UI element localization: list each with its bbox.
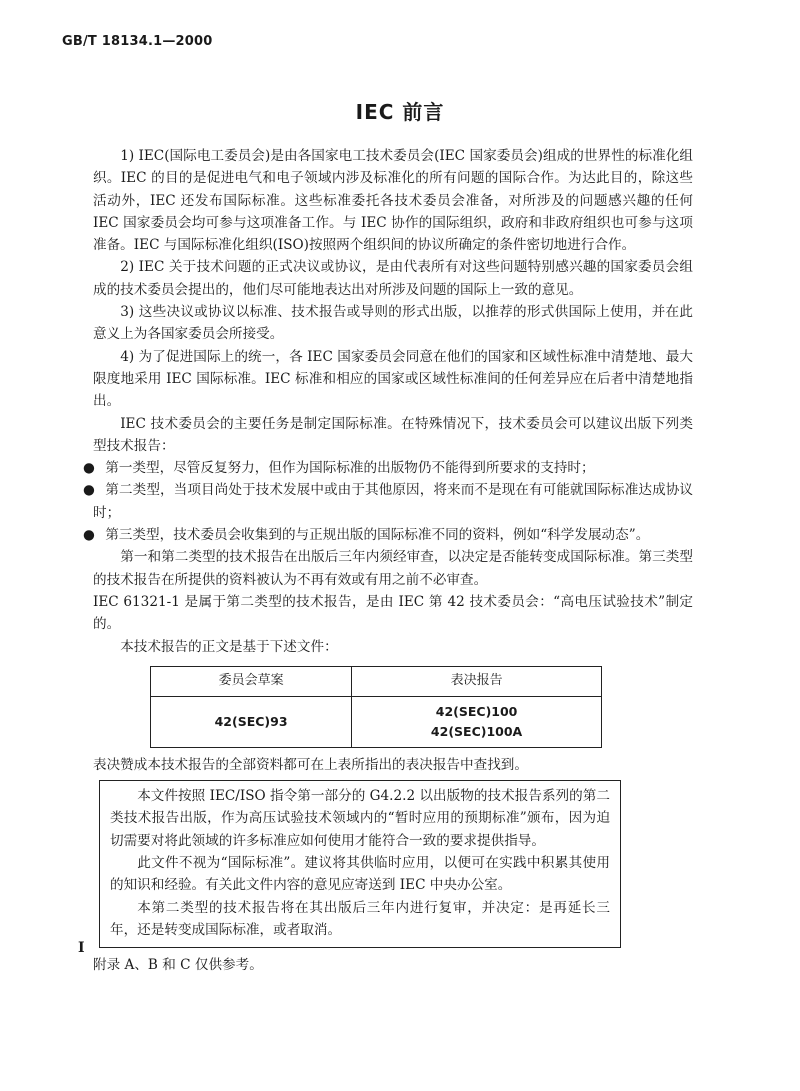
table-header-row	[151, 666, 602, 696]
paragraph-5: IEC 技术委员会的主要任务是制定国际标准。在特殊情况下，技术委员会可以建议出版下列类型技术报告：	[93, 415, 693, 454]
paragraph-6: 第一和第二类型的技术报告在出版后三年内须经审查，以决定是否能转变成国际标准。第三类型的技术报告在所提供的资料被认为不再有效或有用之前不必审查。	[93, 549, 693, 588]
paragraph-8: 本技术报告的正文是基于下述文件：	[120, 638, 338, 655]
document-table	[150, 666, 602, 748]
bullet-icon: ●	[83, 482, 95, 499]
notice-paragraph-3: 本第二类型的技术报告将在其出版后三年内进行复审，并决定：是再延长三年，还是转变成国际标准，或者取消。	[110, 899, 610, 938]
bullet-text-2: 第二类型，当项目尚处于技术发展中或由于其他原因，将来而不是现在有可能就国际标准达成协议时；	[93, 482, 693, 521]
document-body	[83, 145, 693, 977]
notice-paragraph-2: 此文件不视为“国际标准”。建议将其供临时应用，以便可在实践中积累其使用的知识和经验。有关此文件内容的意见应寄送到 IEC 中央办公室。	[110, 855, 610, 894]
notice-paragraph-1: 本文件按照 IEC/ISO 指令第一部分的 G4.2.2 以出版物的技术报告系列的第二类技术报告出版，作为高压试验技术领域内的“暂时应用的预期标准”颁布，因为迫切需要对将此领域的许多标准应如何使用才能符合一致的要求提供指导。	[110, 788, 610, 849]
paragraph-7: IEC 61321-1 是属于第二类型的技术报告，是由 IEC 第 42 技术委员会：“高电压试验技术”制定的。	[93, 593, 693, 633]
paragraph-3: 3) 这些决议或协议以标准、技术报告或导则的形式出版，以推荐的形式供国际上使用，并在此意义上为各国家委员会所接受。	[93, 304, 693, 343]
bullet-item-2	[83, 479, 693, 524]
table-cell-report-2: 42(SEC)100A	[430, 723, 523, 739]
notice-box	[99, 780, 621, 948]
bullet-item-3	[83, 524, 693, 546]
table-header-draft: 委员会草案	[151, 666, 352, 696]
table-cell-report-1: 42(SEC)100	[435, 703, 518, 719]
table-cell-reports	[352, 696, 602, 747]
table-cell-draft: 42(SEC)93	[151, 696, 352, 747]
bullet-text-1: 第一类型，尽管反复努力，但作为国际标准的出版物仍不能得到所要求的支持时；	[105, 460, 595, 477]
bullet-icon: ●	[83, 527, 95, 544]
standard-number: GB/T 18134.1—2000	[62, 34, 213, 49]
bullet-icon: ●	[83, 460, 95, 477]
bullet-item-1	[83, 457, 693, 479]
paragraph-2: 2) IEC 关于技术问题的正式决议或协议，是由代表所有对这些问题特别感兴趣的国家委员会组成的技术委员会提出的，他们尽可能地表达出对所涉及问题的国际上一致的意见。	[93, 259, 693, 298]
table-row	[151, 696, 602, 747]
paragraph-1: 1) IEC(国际电工委员会)是由各国家电工技术委员会(IEC 国家委员会)组成的世界性的标准化组织。IEC 的目的是促进电气和电子领域内涉及标准化的所有问题的国际合作。为达此目的，除这些活动外，IEC 还发布国际标准。这些标准委托各技术委员会准备，对所涉及的问题感兴趣的任何 IEC 国家委员会均可参与这项准备工作。与 IEC 协作的国际组织，政府和非政府组织也可参与这项准备。IEC 与国际标准化组织(ISO)按照两个组织间的协议所确定的条件密切地进行合作。	[93, 148, 693, 254]
page-number: I	[78, 940, 85, 956]
paragraph-9: 表决赞成本技术报告的全部资料都可在上表所指出的表决报告中查找到。	[93, 756, 528, 773]
table-header-report: 表决报告	[352, 666, 602, 696]
page-title: IEC 前言	[355, 100, 445, 124]
paragraph-10: 附录 A、B 和 C 仅供参考。	[93, 957, 263, 974]
bullet-text-3: 第三类型，技术委员会收集到的与正规出版的国际标准不同的资料，例如“科学发展动态”。	[105, 527, 650, 544]
paragraph-4: 4) 为了促进国际上的统一，各 IEC 国家委员会同意在他们的国家和区域性标准中清楚地、最大限度地采用 IEC 国际标准。IEC 标准和相应的国家或区域性标准间的任何差异应在后者中清楚地指出。	[93, 348, 693, 410]
